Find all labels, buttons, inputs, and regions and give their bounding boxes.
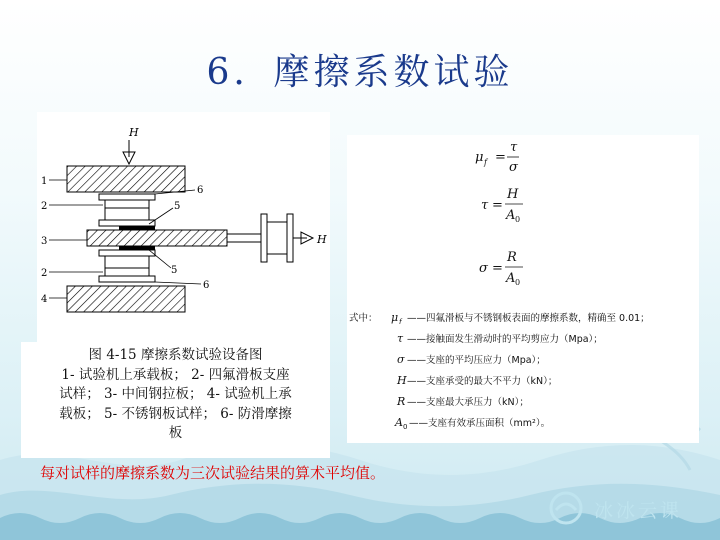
part-number: 6 [197,185,204,196]
svg-text:=: = [492,198,503,213]
legend-text: ——支座的平均压应力（Mpa）； [407,355,546,366]
formula-1-num: τ [510,140,518,155]
legend-symbol: R [397,395,406,408]
caption-line: 试样； 3- 中间钢拉板； 4- 试验机上承 [59,386,292,402]
caption-figure-label: 图 4-15 摩擦系数试验设备图 [88,347,263,363]
part-number: 5 [174,201,181,212]
legend-text: ——支座承受的最大不平力（kN）； [407,376,558,387]
legend-symbol: H [397,374,407,387]
test-apparatus-diagram [37,112,330,344]
caption-line: 板 [168,425,183,441]
part-number: 5 [171,265,178,276]
part-number: 1 [41,176,48,187]
part-number: 2 [41,201,48,212]
formula-3-den-sub: 0 [515,278,521,287]
formula-1-den: σ [509,160,518,175]
svg-text:=: = [492,261,503,276]
conclusion-text: 每对试样的摩擦系数为三次试验结果的算术平均值。 [40,464,386,482]
legend-text: ——接触面发生滑动时的平均剪应力（Mpa）； [407,334,603,345]
formula-2-lhs: τ [481,198,489,213]
caption-line: 载板； 5- 不锈钢板试样； 6- 防滑摩擦 [59,405,292,422]
formula-1-lhs: μ [475,150,484,165]
formula-panel [347,135,699,443]
part-number: 3 [41,236,48,247]
legend-symbol: σ [397,353,405,366]
formula-3-den: A [506,271,516,286]
part-number: 2 [41,268,48,279]
slide-title: 6．摩擦系数试验 [206,52,514,93]
force-label-top: H [129,126,139,139]
lower-bearing-plate [67,286,185,312]
force-label-right: H [317,233,327,246]
logo-text: 冰冰云课 [594,500,683,522]
legend-symbol-sub: f [399,318,402,326]
legend-text: ——支座有效承压面积（mm²）。 [409,418,551,429]
formula-1-lhs-sub: f [484,158,487,167]
cloud-logo-icon [544,490,588,526]
formula-2-den: A [506,208,516,223]
legend-symbol: μ [391,311,399,324]
legend-text: ——四氟滑板与不锈钢板表面的摩擦系数，精确至 0.01； [407,313,650,324]
formula-2-den-sub: 0 [515,215,521,224]
formula-3-num: R [507,250,517,265]
formula-graphic [347,135,699,443]
legend-text: ——支座最大承压力（kN）； [407,397,529,408]
upper-bearing-plate [67,166,185,192]
formula-3-lhs: σ [479,261,488,276]
brand-logo [544,490,714,526]
svg-text:=: = [495,150,506,165]
legend-symbol: A [395,416,403,429]
legend-symbol-sub: 0 [403,423,408,431]
legend-intro: 式中： [349,313,378,324]
legend-symbol: τ [397,332,404,345]
formula-2-num: H [507,187,519,202]
figure-caption [21,342,330,458]
part-number: 4 [41,294,48,305]
part-number: 6 [203,280,210,291]
caption-line: 1- 试验机上承载板； 2- 四氟滑板支座 [61,366,290,383]
apparatus-schematic [37,112,330,344]
